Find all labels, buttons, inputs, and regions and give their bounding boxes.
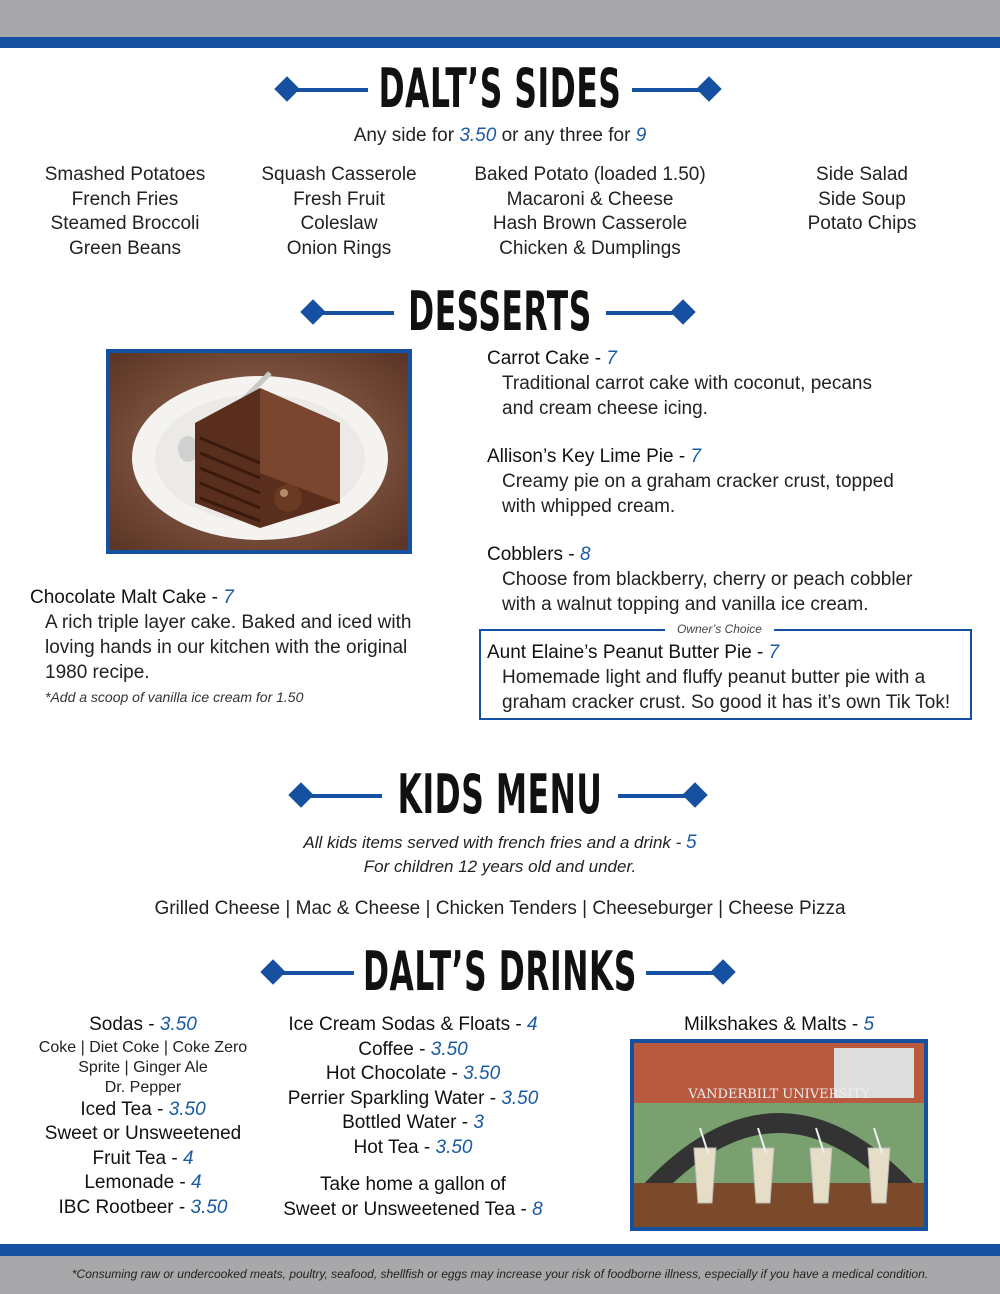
side-item: Potato Chips bbox=[807, 213, 917, 234]
soda-options: Coke | Diet Coke | Coke Zero bbox=[38, 1038, 248, 1056]
item-title: Chocolate Malt Cake - 7 bbox=[30, 587, 234, 608]
item-price: 7 bbox=[690, 446, 702, 467]
soda-options: Dr. Pepper bbox=[104, 1078, 182, 1096]
milkshakes-photo bbox=[630, 1039, 928, 1231]
item-title: Cobblers - 8 bbox=[487, 544, 591, 565]
ice-cream-note: *Add a scoop of vanilla ice cream for 1.50 bbox=[45, 689, 304, 705]
chocolate-cake-photo bbox=[106, 349, 412, 554]
fruit-tea-item: Fruit Tea - 4 bbox=[92, 1147, 194, 1169]
item-price: 7 bbox=[223, 587, 234, 608]
side-item: Chicken & Dumplings bbox=[499, 237, 681, 259]
cake-illustration bbox=[110, 353, 408, 550]
rootbeer-item: IBC Rootbeer - 3.50 bbox=[58, 1196, 228, 1218]
sodas-item: Sodas - 3.50 bbox=[89, 1014, 197, 1035]
hot-chocolate-item: Hot Chocolate - 3.50 bbox=[325, 1063, 501, 1084]
iced-tea-item: Iced Tea - 3.50 bbox=[80, 1098, 206, 1120]
gallon-tea-item: Sweet or Unsweetened Tea - 8 bbox=[283, 1198, 543, 1220]
kids-menu-heading: KIDS MENU bbox=[397, 763, 603, 826]
item-price: 8 bbox=[579, 544, 591, 565]
photo-sign-text: VANDERBILT UNIVERSITY bbox=[688, 1087, 870, 1102]
item-description: A rich triple layer cake. Baked and iced with loving hands in our kitchen with the original 1980 recipe. bbox=[45, 612, 412, 683]
peanut-butter-pie-item bbox=[487, 641, 967, 715]
gallon-line: Take home a gallon of bbox=[320, 1174, 506, 1195]
item-title: Carrot Cake - 7 bbox=[487, 348, 617, 369]
perrier-item: Perrier Sparkling Water - 3.50 bbox=[287, 1087, 539, 1109]
kids-price: 5 bbox=[686, 832, 697, 853]
side-item: Hash Brown Casserole bbox=[492, 213, 688, 234]
item-title: Aunt Elaine’s Peanut Butter Pie - 7 bbox=[487, 642, 780, 663]
carrot-cake-item bbox=[487, 347, 977, 421]
sides-column-1 bbox=[15, 163, 235, 261]
bottled-water-item: Bottled Water - 3 bbox=[342, 1112, 484, 1133]
item-description: Homemade light and fluffy peanut butter pie with a graham cracker crust. So good it has it’s own Tik Tok! bbox=[502, 667, 951, 713]
cobblers-item bbox=[487, 543, 977, 617]
drinks-heading: DALT’S DRINKS bbox=[362, 940, 638, 1003]
sides-column-4 bbox=[782, 163, 942, 237]
side-item: Fresh Fruit bbox=[293, 188, 385, 210]
kids-info: All kids items served with french fries and a drink - 5 For children 12 years old and under. bbox=[303, 832, 697, 876]
bottom-rule bbox=[0, 1244, 1000, 1256]
item-price: 7 bbox=[768, 642, 780, 663]
hot-tea-item: Hot Tea - 3.50 bbox=[353, 1136, 473, 1158]
kids-items: Grilled Cheese | Mac & Cheese | Chicken Tenders | Cheeseburger | Cheese Pizza bbox=[154, 898, 846, 919]
owners-choice-label: Owner’s Choice bbox=[665, 622, 774, 636]
item-title: Allison’s Key Lime Pie - 7 bbox=[487, 446, 702, 467]
milkshakes-illustration bbox=[634, 1043, 924, 1227]
sides-heading: DALT’S SIDES bbox=[378, 57, 622, 120]
drinks-column-2 bbox=[268, 1013, 558, 1222]
key-lime-pie-item bbox=[487, 445, 977, 519]
desserts-heading: DESSERTS bbox=[408, 280, 592, 343]
chocolate-malt-cake-item bbox=[30, 586, 450, 705]
side-item: Coleslaw bbox=[300, 213, 378, 234]
sides-column-2 bbox=[239, 163, 439, 261]
side-item: Smashed Potatoes bbox=[44, 164, 206, 185]
side-item: Baked Potato (loaded 1.50) bbox=[474, 164, 706, 185]
sides-subtitle: Any side for 3.50 or any three for 9 bbox=[353, 125, 647, 146]
side-item: Macaroni & Cheese bbox=[506, 188, 674, 210]
side-price: 3.50 bbox=[459, 125, 497, 146]
iced-tea-options: Sweet or Unsweetened bbox=[44, 1123, 242, 1144]
soda-options: Sprite | Ginger Ale bbox=[78, 1058, 208, 1076]
side-item: Onion Rings bbox=[286, 237, 392, 259]
item-price: 7 bbox=[606, 348, 617, 369]
floats-item: Ice Cream Sodas & Floats - 4 bbox=[288, 1014, 538, 1035]
side-item: Squash Casserole bbox=[261, 164, 417, 185]
three-sides-price: 9 bbox=[635, 125, 647, 146]
top-band bbox=[0, 0, 1000, 37]
item-description: Choose from blackberry, cherry or peach cobbler with a walnut topping and vanilla ice cream. bbox=[502, 569, 913, 615]
side-item: Side Salad bbox=[816, 164, 908, 185]
side-item: Side Soup bbox=[818, 188, 906, 210]
milkshakes-item: Milkshakes & Malts - 5 bbox=[683, 1014, 875, 1035]
coffee-item: Coffee - 3.50 bbox=[358, 1038, 468, 1060]
lemonade-item: Lemonade - 4 bbox=[84, 1172, 202, 1193]
side-item: Steamed Broccoli bbox=[50, 213, 200, 234]
sides-column-3 bbox=[455, 163, 725, 261]
food-safety-disclaimer: *Consuming raw or undercooked meats, poultry, seafood, shellfish or eggs may increase your risk of foodborne illness, especially if you have a medical condition. bbox=[71, 1267, 929, 1281]
top-rule bbox=[0, 37, 1000, 48]
item-description: Traditional carrot cake with coconut, pecans and cream cheese icing. bbox=[502, 373, 872, 419]
item-description: Creamy pie on a graham cracker crust, topped with whipped cream. bbox=[502, 471, 894, 517]
side-item: French Fries bbox=[71, 188, 179, 210]
side-item: Green Beans bbox=[69, 237, 181, 259]
drinks-column-1 bbox=[18, 1013, 268, 1220]
